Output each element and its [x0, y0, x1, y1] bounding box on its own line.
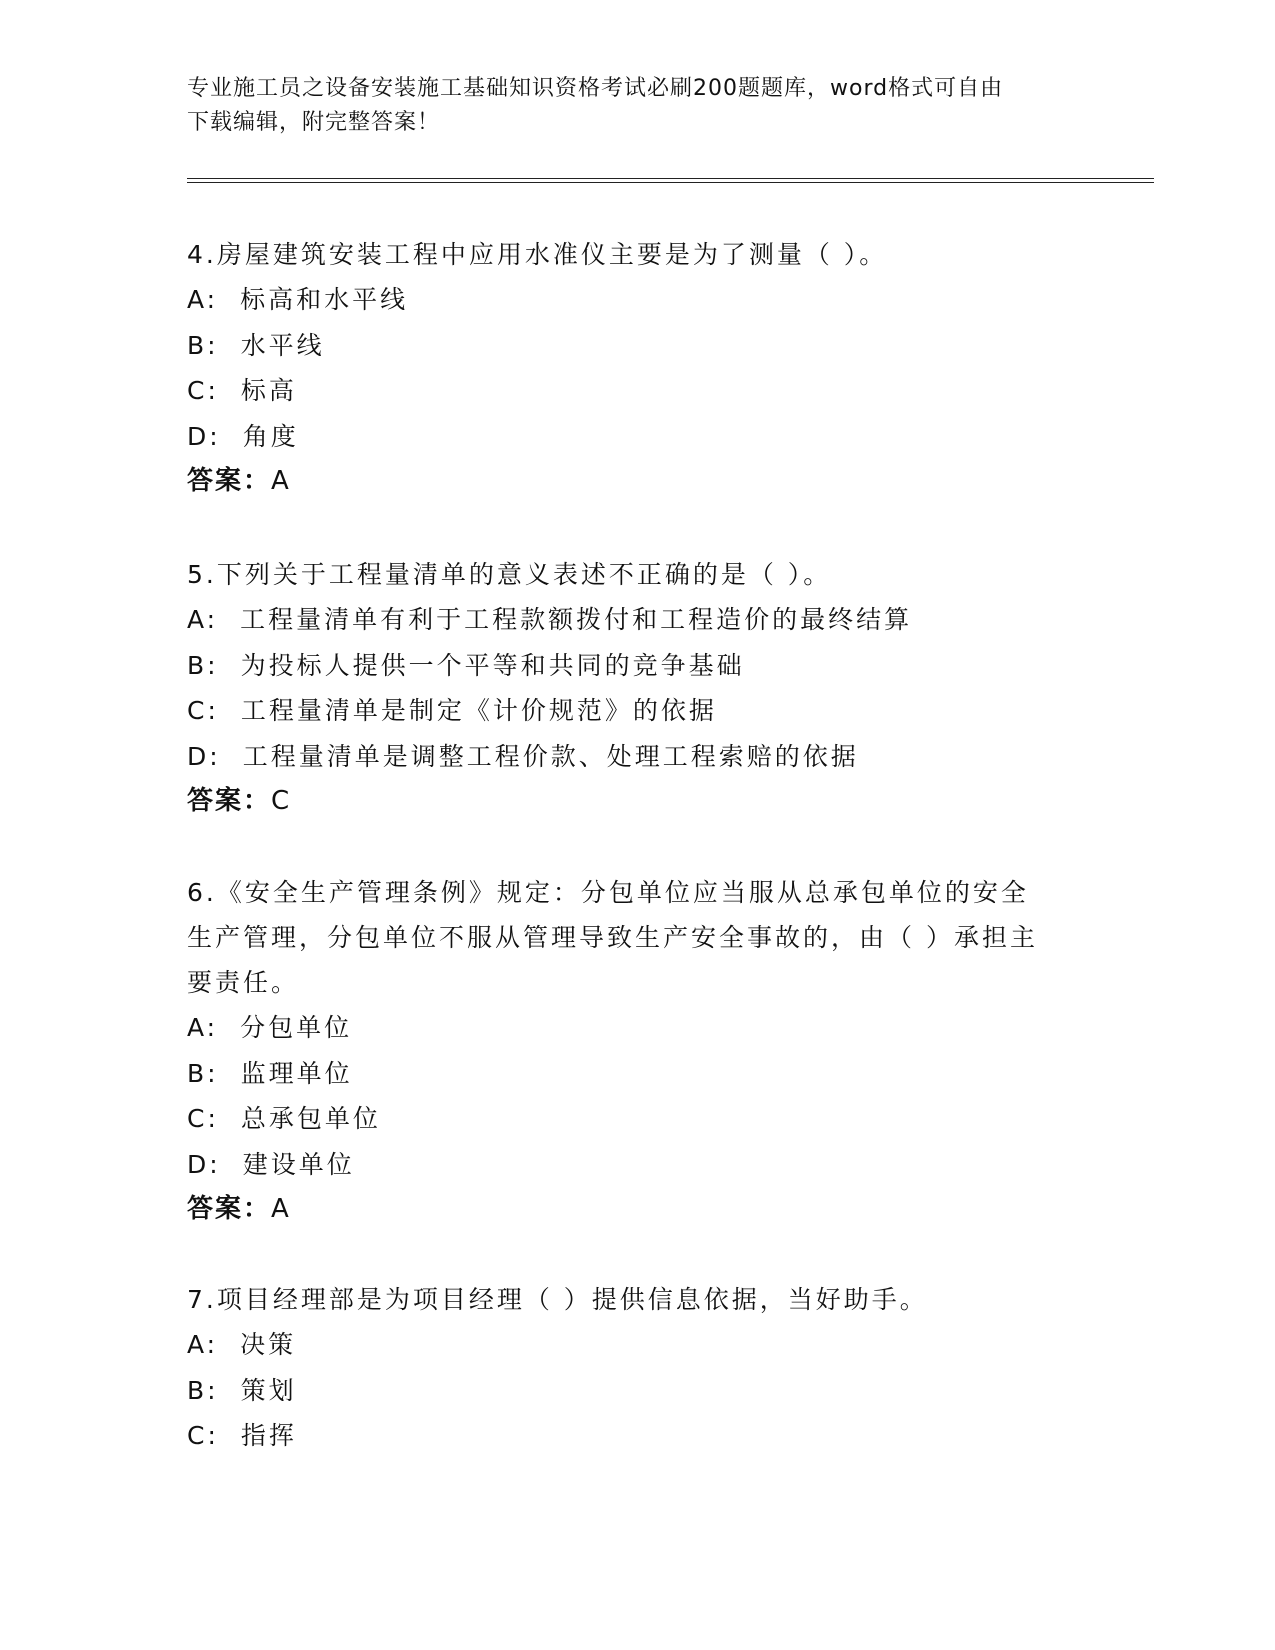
- option-key: D:: [187, 1149, 221, 1179]
- question-stem-line-3: 要责任。: [187, 968, 300, 997]
- option-b: [187, 1368, 1087, 1414]
- option-key: B:: [187, 1058, 219, 1088]
- answer-value: C: [271, 786, 292, 816]
- option-text: 总承包单位: [240, 1104, 381, 1133]
- answer: [187, 1187, 1087, 1232]
- option-d: [187, 1142, 1087, 1188]
- option-c: [187, 688, 1087, 734]
- option-text: 工程量清单是调整工程价款、处理工程索赔的依据: [242, 741, 859, 771]
- option-text: 分包单位: [240, 1013, 353, 1042]
- answer: [187, 779, 1087, 824]
- option-key: C:: [187, 1104, 219, 1133]
- option-text: 水平线: [240, 330, 325, 360]
- question-stem-line-1: 6.《安全生产管理条例》规定：分包单位应当服从总承包单位的安全: [187, 878, 1029, 907]
- option-key: C:: [187, 1421, 219, 1450]
- question-stem: 7.项目经理部是为项目经理（ ）提供信息依据，当好助手。: [187, 1285, 928, 1314]
- answer-label: 答案：: [187, 466, 272, 496]
- option-key: B:: [187, 1375, 219, 1405]
- option-b: [187, 1051, 1087, 1097]
- option-c: [187, 1413, 1087, 1459]
- option-key: B:: [187, 330, 219, 360]
- answer-value: A: [271, 466, 291, 496]
- question-5: [187, 552, 1087, 824]
- question-7: [187, 1277, 1087, 1459]
- question-stem: 4.房屋建筑安装工程中应用水准仪主要是为了测量（ ）。: [187, 240, 888, 269]
- option-key: A:: [187, 605, 219, 634]
- question-6: [187, 870, 1087, 1232]
- option-a: [187, 1322, 1087, 1368]
- option-key: D:: [187, 421, 221, 451]
- option-b: [187, 643, 1087, 689]
- option-key: A:: [187, 1013, 219, 1042]
- header-divider-top: [187, 178, 1154, 179]
- question-stem-line-2: 生产管理，分包单位不服从管理导致生产安全事故的，由（ ）承担主: [187, 923, 1038, 952]
- option-key: A:: [187, 1330, 219, 1359]
- option-text: 为投标人提供一个平等和共同的竞争基础: [240, 650, 745, 680]
- option-text: 指挥: [240, 1421, 297, 1450]
- option-text: 策划: [240, 1375, 297, 1405]
- option-b: [187, 323, 1087, 369]
- option-text: 标高和水平线: [240, 285, 409, 314]
- option-text: 建设单位: [242, 1149, 355, 1179]
- option-text: 监理单位: [240, 1058, 353, 1088]
- option-key: C:: [187, 376, 219, 405]
- question-stem: 5.下列关于工程量清单的意义表述不正确的是（ ）。: [187, 560, 832, 589]
- option-key: A:: [187, 285, 219, 314]
- option-d: [187, 414, 1087, 460]
- answer-value: A: [271, 1194, 291, 1224]
- option-key: B:: [187, 650, 219, 680]
- header-divider-bottom: [187, 182, 1154, 183]
- option-text: 决策: [240, 1330, 297, 1359]
- option-key: C:: [187, 696, 219, 725]
- answer-label: 答案：: [187, 786, 272, 816]
- header-line-1: 专业施工员之设备安装施工基础知识资格考试必刷200题题库，word格式可自由: [187, 76, 1004, 101]
- option-c: [187, 1096, 1087, 1142]
- option-text: 工程量清单有利于工程款额拨付和工程造价的最终结算: [240, 605, 913, 634]
- answer: [187, 459, 1087, 504]
- question-4: [187, 232, 1087, 504]
- option-a: [187, 1005, 1087, 1051]
- option-text: 标高: [240, 376, 297, 405]
- option-c: [187, 368, 1087, 414]
- answer-label: 答案：: [187, 1194, 272, 1224]
- document-header: [187, 72, 1067, 140]
- option-key: D:: [187, 741, 221, 771]
- header-line-2: 下载编辑，附完整答案！: [187, 110, 441, 135]
- option-d: [187, 734, 1087, 780]
- option-a: [187, 277, 1087, 323]
- option-text: 角度: [242, 421, 299, 451]
- option-text: 工程量清单是制定《计价规范》的依据: [240, 696, 717, 725]
- option-a: [187, 597, 1087, 643]
